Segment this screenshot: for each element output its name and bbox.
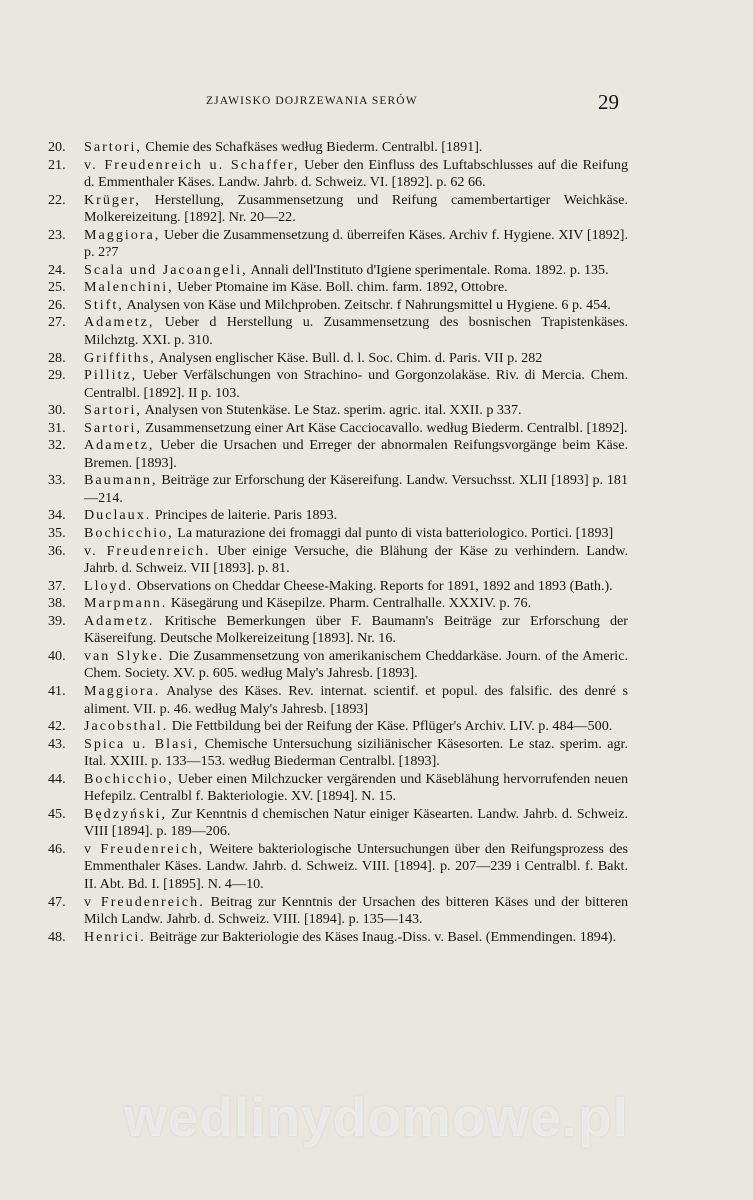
reference-text: Die Zusammensetzung von amerikanischem Cheddarkäse. Journ. of the Americ. Chem. Society. XV. p. 605. według Maly's Jahresb. [1893]. — [84, 647, 629, 682]
reference-author: Spica u. Blasi, — [84, 735, 200, 752]
reference-author: Maggiora. — [84, 682, 161, 699]
reference-number: 31. — [48, 419, 66, 436]
reference-text: Weitere bakteriologische Untersuchungen über den Reifungsprozess des Emmenthaler Käses. Landw. Jahrb. d. Schweiz. VIII. [1894]. p. 207—239 i Centralbl. f. Bakt. II. Abt. Bd. I. [1895]. N. 4—10. — [84, 840, 628, 892]
reference-entry — [48, 578, 628, 596]
reference-text: Chemische Untersuchung siziliänischer Käsesorten. Le staz. sperim. agr. Ital. XXIII. p. 133—153. według Biederman Centralbl. [1893]. — [84, 735, 628, 770]
reference-text: Ueber Ptomaine im Käse. Boll. chim. farm. 1892, Ottobre. — [173, 279, 508, 296]
reference-entry — [48, 841, 628, 894]
reference-entry — [48, 227, 628, 262]
reference-number: 40. — [48, 647, 66, 664]
reference-number: 41. — [48, 682, 66, 699]
reference-author: Adametz, — [84, 314, 155, 331]
reference-number: 30. — [48, 402, 66, 419]
reference-text: Ueber d Herstellung u. Zusammensetzung des bosnischen Trapistenkäses. Milchztg. XXI. p. 310. — [84, 314, 628, 349]
reference-number: 23. — [48, 226, 66, 243]
page-header — [0, 92, 753, 116]
reference-text: Analysen von Stutenkäse. Le Staz. sperim. agric. ital. XXII. p 337. — [141, 402, 522, 419]
reference-entry — [48, 192, 628, 227]
reference-number: 20. — [48, 139, 66, 155]
reference-text: Ueber den Einfluss des Luftabschlusses auf die Reifung d. Emmenthaler Käses. Landw. Jahrb. d. Schweiz. VI. [1892]. p. 62 66. — [84, 156, 628, 191]
reference-author: Sartori, — [84, 139, 142, 155]
reference-text: Observations on Cheddar Cheese-Making. Reports for 1891, 1892 and 1893 (Bath.). — [133, 577, 613, 594]
reference-text: Zusammensetzung einer Art Käse Cacciocavallo. według Biederm. Centralbl. [1892]. — [141, 419, 628, 436]
reference-text: Ueber Verfälschungen von Strachino- und Gorgonzolakäse. Riv. di Mercia. Chem. Centralbl. [1892]. II p. 103. — [84, 367, 628, 401]
reference-author: Marpmann. — [84, 595, 168, 612]
reference-author: Duclaux. — [84, 507, 152, 524]
reference-author: Sartori, — [84, 402, 142, 419]
reference-text: Analyse des Käses. Rev. internat. scientif. et popul. des falsific. des denré s aliment. VII. p. 46. według Maly's Jahresb. [1893] — [84, 682, 628, 717]
watermark: wedlinydomowe.pl — [124, 1086, 629, 1148]
reference-entry — [48, 595, 628, 613]
reference-number: 21. — [48, 156, 66, 173]
reference-number: 25. — [48, 279, 66, 296]
reference-author: v. Freudenreich u. Schaffer, — [84, 156, 300, 173]
reference-author: Baumann, — [84, 472, 158, 489]
reference-text: Käsegärung und Käsepilze. Pharm. Centralhalle. XXXIV. p. 76. — [167, 595, 532, 612]
reference-text: Chemie des Schafkäses według Biederm. Centralbl. [1891]. — [141, 139, 483, 155]
reference-number: 22. — [48, 191, 66, 208]
reference-entry — [48, 157, 628, 192]
reference-list — [48, 139, 628, 946]
reference-entry — [48, 683, 628, 718]
reference-text: Zur Kenntnis d chemischen Natur einiger Käsearten. Landw. Jahrb. d. Schweiz. VIII [1894]. p. 189—206. — [84, 805, 628, 840]
reference-author: v. Freudenreich. — [84, 542, 211, 559]
reference-text: Analysen englischer Käse. Bull. d. l. Soc. Chim. d. Paris. VII p. 282 — [155, 349, 543, 366]
reference-text: Beiträge zur Bakteriologie des Käses Inaug.-Diss. v. Basel. (Emmendingen. 1894). — [145, 928, 617, 945]
reference-number: 48. — [48, 928, 66, 945]
reference-text: Analysen von Käse und Milchproben. Zeitschr. f Nahrungsmittel u Hygiene. 6 p. 454. — [123, 296, 611, 313]
reference-author: Pillitz, — [84, 367, 138, 384]
reference-entry — [48, 736, 628, 771]
reference-text: Uber einige Versuche, die Blähung der Käse zu verhindern. Landw. Jahrb. d. Schweiz. VII [1893]. p. 81. — [84, 542, 628, 577]
reference-entry — [48, 279, 628, 297]
reference-number: 38. — [48, 595, 66, 612]
reference-text: Herstellung, Zusammensetzung und Reifung camembertartiger Weichkäse. Molkereizeitung. [1892]. Nr. 20—22. — [84, 191, 628, 226]
reference-number: 32. — [48, 437, 66, 454]
reference-entry — [48, 420, 628, 438]
reference-author: van Slyke. — [84, 647, 165, 664]
reference-entry — [48, 139, 628, 157]
reference-entry — [48, 507, 628, 525]
reference-entry — [48, 437, 628, 472]
reference-number: 34. — [48, 507, 66, 524]
reference-number: 42. — [48, 718, 66, 735]
reference-text: Kritische Bemerkungen über F. Baumann's Beiträge zur Erforschung der Käsereifung. Deutsche Molkereizeitung [1893]. Nr. 16. — [84, 612, 628, 647]
reference-number: 37. — [48, 577, 66, 594]
reference-author: v Freudenreich, — [84, 840, 205, 857]
reference-author: Adametz, — [84, 437, 155, 454]
reference-entry — [48, 806, 628, 841]
reference-entry — [48, 894, 628, 929]
reference-number: 29. — [48, 367, 66, 384]
reference-number: 47. — [48, 893, 66, 910]
reference-number: 43. — [48, 735, 66, 752]
reference-author: Henrici. — [84, 928, 146, 945]
reference-entry — [48, 613, 628, 648]
reference-entry — [48, 929, 628, 947]
reference-number: 44. — [48, 770, 66, 787]
reference-text: Die Fettbildung bei der Reifung der Käse. Pflüger's Archiv. LIV. p. 484—500. — [168, 718, 613, 735]
reference-entry — [48, 543, 628, 578]
reference-number: 27. — [48, 314, 66, 331]
reference-number: 45. — [48, 805, 66, 822]
reference-entry — [48, 314, 628, 349]
reference-author: Bochicchio, — [84, 525, 174, 542]
reference-entry — [48, 367, 628, 402]
reference-author: Lloyd. — [84, 577, 134, 594]
reference-entry — [48, 771, 628, 806]
reference-number: 46. — [48, 840, 66, 857]
reference-text: Beiträge zur Erforschung der Käsereifung. Landw. Versuchsst. XLII [1893] p. 181—214. — [84, 472, 628, 506]
reference-author: Griffiths, — [84, 349, 156, 366]
reference-entry — [48, 718, 628, 736]
reference-number: 24. — [48, 261, 66, 278]
reference-text: Ueber einen Milchzucker vergärenden und Käseblähung hervorrufenden neuen Hefepilz. Centralbl f. Bakteriologie. XV. [1894]. N. 15. — [84, 770, 628, 805]
reference-entry — [48, 525, 628, 543]
reference-entry — [48, 402, 628, 420]
reference-number: 36. — [48, 542, 66, 559]
running-title: ZJAWISKO DOJRZEWANIA SERÓW — [206, 95, 418, 107]
reference-author: Sartori, — [84, 419, 142, 436]
reference-entry — [48, 350, 628, 368]
reference-author: Adametz. — [84, 612, 155, 629]
reference-number: 35. — [48, 525, 66, 542]
reference-entry — [48, 648, 628, 683]
reference-author: Malenchini, — [84, 279, 174, 296]
reference-author: Bochicchio, — [84, 770, 174, 787]
reference-text: La maturazione dei fromaggi dal punto di vista batteriologico. Portici. [1893] — [173, 525, 614, 542]
reference-entry — [48, 262, 628, 280]
reference-author: Scala und Jacoangeli, — [84, 261, 248, 278]
page-number: 29 — [598, 90, 619, 114]
reference-author: Będzyński, — [84, 805, 168, 822]
reference-number: 28. — [48, 349, 66, 366]
reference-author: Jacobsthal. — [84, 718, 169, 735]
reference-entry — [48, 472, 628, 507]
reference-text: Ueber die Zusammensetzung d. überreifen Käses. Archiv f. Hygiene. XIV [1892]. p. 2?7 — [84, 226, 628, 261]
reference-author: Stift, — [84, 296, 124, 313]
reference-text: Ueber die Ursachen und Erreger der abnormalen Reifungsvorgänge beim Käse. Bremen. [1893]. — [84, 437, 628, 471]
reference-number: 26. — [48, 296, 66, 313]
reference-number: 33. — [48, 472, 66, 489]
reference-author: v Freudenreich. — [84, 893, 205, 910]
reference-author: Krüger, — [84, 191, 141, 208]
reference-text: Principes de laiterie. Paris 1893. — [151, 507, 338, 524]
reference-entry — [48, 297, 628, 315]
reference-author: Maggiora, — [84, 226, 161, 243]
reference-number: 39. — [48, 612, 66, 629]
reference-text: Beitrag zur Kenntnis der Ursachen des bitteren Käses und der bitteren Milch Landw. Jahrb. d. Schweiz. VIII. [1894]. p. 135—143. — [84, 893, 628, 928]
reference-text: Annali dell'Instituto d'Igiene sperimentale. Roma. 1892. p. 135. — [247, 261, 609, 278]
